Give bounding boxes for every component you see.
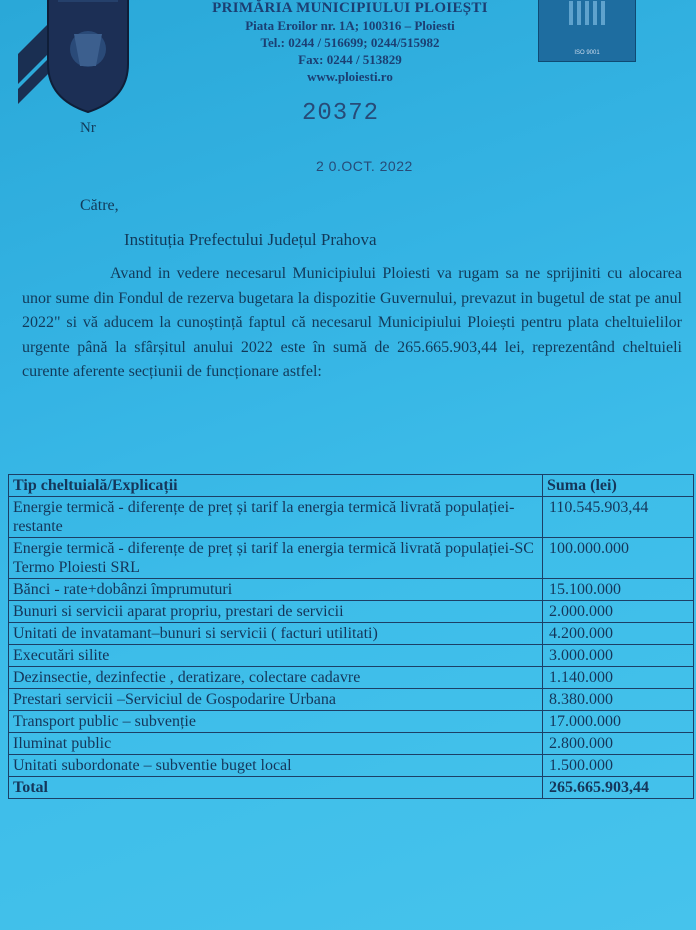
- expense-amount: 1.140.000: [543, 667, 694, 689]
- expense-amount: 15.100.000: [543, 579, 694, 601]
- iso-certification-icon: [538, 0, 636, 62]
- registration-number: 20372: [302, 100, 380, 127]
- table-total-row: [9, 777, 694, 799]
- letterhead: [200, 0, 500, 85]
- expense-type: Bunuri si servicii aparat propriu, prestari de servicii: [9, 601, 543, 623]
- expense-type: Unitati de invatamant–bunuri si servicii ( facturi utilitati): [9, 623, 543, 645]
- coat-of-arms-icon: [18, 0, 138, 124]
- expense-type: Unitati subordonate – subventie buget local: [9, 755, 543, 777]
- fax: Fax: 0244 / 513829: [298, 52, 402, 67]
- table-row: [9, 689, 694, 711]
- table-row: [9, 601, 694, 623]
- telephone: Tel.: 0244 / 516699; 0244/515982: [260, 35, 440, 50]
- institution-name: PRIMĂRIA MUNICIPIULUI PLOIEȘTI: [212, 0, 488, 16]
- table-row: [9, 538, 694, 579]
- table-row: [9, 755, 694, 777]
- column-header-amount: Suma (lei): [543, 475, 694, 497]
- expense-amount: 8.380.000: [543, 689, 694, 711]
- expense-amount: 1.500.000: [543, 755, 694, 777]
- certification-mark-text: ISO 9001: [574, 50, 600, 56]
- expense-amount: 100.000.000: [543, 538, 694, 579]
- expense-amount: 2.000.000: [543, 601, 694, 623]
- expense-type: Prestari servicii –Serviciul de Gospodarire Urbana: [9, 689, 543, 711]
- table-row: [9, 579, 694, 601]
- registration-date: 2 0.OCT. 2022: [316, 158, 413, 174]
- address: Piata Eroilor nr. 1A; 100316 – Ploiesti: [245, 18, 455, 33]
- letter-body: [22, 262, 682, 385]
- salutation: Către,: [80, 197, 119, 214]
- recipient: Instituția Prefectului Județul Prahova: [124, 230, 377, 249]
- expenses-table: [8, 474, 694, 799]
- table-row: [9, 711, 694, 733]
- expense-amount: 3.000.000: [543, 645, 694, 667]
- expense-amount: 17.000.000: [543, 711, 694, 733]
- expense-amount: 2.800.000: [543, 733, 694, 755]
- expense-amount: 110.545.903,44: [543, 497, 694, 538]
- expense-type: Transport public – subvenție: [9, 711, 543, 733]
- expense-type: Energie termică - diferențe de preț și tarif la energia termică livrată populației-SC Termo Ploiesti SRL: [9, 538, 543, 579]
- expense-type: Iluminat public: [9, 733, 543, 755]
- expense-type: Executări silite: [9, 645, 543, 667]
- table-row: [9, 667, 694, 689]
- expense-amount: 4.200.000: [543, 623, 694, 645]
- certification-mark: [569, 1, 605, 25]
- body-text: Avand in vedere necesarul Municipiului Ploiesti va rugam sa ne sprijiniti cu alocarea unor sume din Fondul de rezerva bugetara la dispozitie Guvernului, prevazut in bugetul de stat pe anul 2022" si vă aducem la cunoștință faptul că necesarul Municipiului Ploiești pentru plata cheltuielilor urgente până la sfârșitul anului 2022 este în sumă de 265.665.903,44 lei, reprezentând cheltuieli curente aferente secțiunii de funcționare astfel:: [22, 265, 682, 380]
- expense-type: Energie termică - diferențe de preț și tarif la energia termică livrată populației-restante: [9, 497, 543, 538]
- expense-type: Dezinsectie, dezinfectie , deratizare, colectare cadavre: [9, 667, 543, 689]
- table-row: [9, 645, 694, 667]
- table-header-row: [9, 475, 694, 497]
- total-amount: 265.665.903,44: [543, 777, 694, 799]
- table-row: [9, 623, 694, 645]
- table-row: [9, 733, 694, 755]
- expense-type: Bănci - rate+dobânzi împrumuturi: [9, 579, 543, 601]
- column-header-type: Tip cheltuială/Explicații: [9, 475, 543, 497]
- total-label: Total: [9, 777, 543, 799]
- website: www.ploiesti.ro: [307, 69, 393, 84]
- table-row: [9, 497, 694, 538]
- number-label: Nr: [80, 120, 96, 136]
